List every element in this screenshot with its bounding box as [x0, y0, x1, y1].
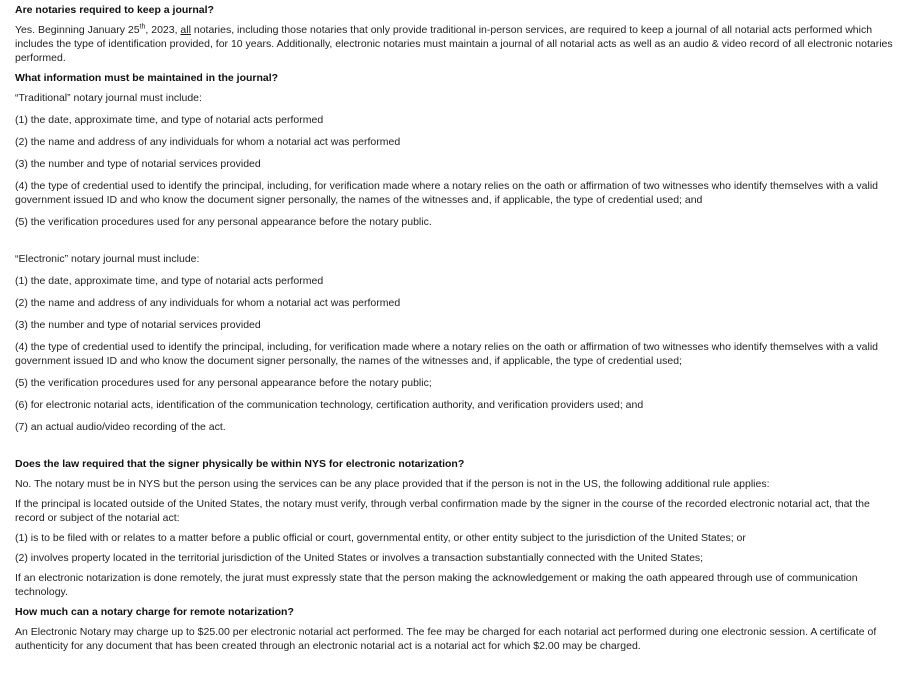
- remote-fee-answer: An Electronic Notary may charge up to $25.00 per electronic notarial act performed. The fee may be charged for each notarial act performed during one electronic session. A certificate of authenticity for any document that has been created through an electronic notarial act is a notarial act for which $2.00 may be charged.: [15, 626, 877, 652]
- spacer: [15, 171, 900, 179]
- electronic-item: (1) the date, approximate time, and type of notarial acts performed: [15, 275, 324, 287]
- electronic-item: (7) an actual audio/video recording of the act.: [15, 421, 226, 433]
- spacer: [15, 207, 900, 215]
- traditional-intro: “Traditional” notary journal must include:: [15, 92, 202, 104]
- nys-paragraph: If the principal is located outside of the United States, the notary must verify, through verbal confirmation made by the signer in the course of the recorded electronic notarial act, that the record or subject of the notarial act:: [15, 498, 870, 524]
- spacer: [15, 266, 900, 274]
- nys-paragraph: No. The notary must be in NYS but the person using the services can be any place provided that if the person is not in the US, the following additional rule applies:: [15, 478, 770, 490]
- spacer: [15, 332, 900, 340]
- answer-text-pre: Yes. Beginning January 25: [15, 24, 140, 36]
- traditional-item: (2) the name and address of any individuals for whom a notarial act was performed: [15, 136, 401, 148]
- heading-nys-location: Does the law required that the signer physically be within NYS for electronic notarization?: [15, 458, 465, 470]
- traditional-item: (3) the number and type of notarial services provided: [15, 158, 261, 170]
- electronic-item: (3) the number and type of notarial services provided: [15, 319, 261, 331]
- spacer: [15, 105, 900, 113]
- traditional-item: (1) the date, approximate time, and type of notarial acts performed: [15, 114, 324, 126]
- spacer: [15, 229, 900, 252]
- answer-text-mid: , 2023,: [145, 24, 181, 36]
- nys-paragraph: If an electronic notarization is done remotely, the jurat must expressly state that the person making the acknowledgement or making the oath appeared through use of communication technology.: [15, 572, 858, 598]
- electronic-item: (6) for electronic notarial acts, identification of the communication technology, certification authority, and verification providers used; and: [15, 399, 644, 411]
- spacer: [15, 149, 900, 157]
- answer-journal-required: [15, 23, 900, 65]
- heading-journal-info: What information must be maintained in the journal?: [15, 72, 279, 84]
- spacer: [15, 434, 900, 457]
- nys-paragraph: (2) involves property located in the territorial jurisdiction of the United States or involves a transaction substantially connected with the United States;: [15, 552, 704, 564]
- spacer: [15, 390, 900, 398]
- heading-remote-fee: How much can a notary charge for remote notarization?: [15, 606, 294, 618]
- heading-journal-required: Are notaries required to keep a journal?: [15, 4, 214, 16]
- electronic-item: (4) the type of credential used to identify the principal, including, for verification made where a notary relies on the oath or affirmation of two witnesses who identify themselves with a valid government issued ID and who know the document signer personally, the names of the witnesses and, if applicable, the type of credential used;: [15, 341, 879, 367]
- traditional-item: (5) the verification procedures used for any personal appearance before the notary public.: [15, 216, 432, 228]
- traditional-item: (4) the type of credential used to identify the principal, including, for verification made where a notary relies on the oath or affirmation of two witnesses who identify themselves with a valid government issued ID and who know the document signer personally, the names of the witnesses and, if applicable, the type of credential used; and: [15, 180, 879, 206]
- nys-paragraph: (1) is to be filed with or relates to a matter before a public official or court, governmental entity, or other entity subject to the jurisdiction of the United States; or: [15, 532, 746, 544]
- answer-emphasis-all: all: [180, 24, 191, 36]
- spacer: [15, 288, 900, 296]
- electronic-item: (2) the name and address of any individuals for whom a notarial act was performed: [15, 297, 401, 309]
- spacer: [15, 127, 900, 135]
- electronic-item: (5) the verification procedures used for any personal appearance before the notary public;: [15, 377, 432, 389]
- answer-text-post: notaries, including those notaries that only provide traditional in-person services, are required to keep a journal of all notarial acts performed which includes the type of identification provided, for 10 years. Additionally, electronic notaries must maintain a journal of all notarial acts as well as an audio & video record of all electronic notaries performed.: [15, 24, 893, 64]
- spacer: [15, 368, 900, 376]
- spacer: [15, 412, 900, 420]
- spacer: [15, 310, 900, 318]
- answer-ordinal-suffix: th: [139, 23, 146, 31]
- electronic-intro: “Electronic” notary journal must include:: [15, 253, 200, 265]
